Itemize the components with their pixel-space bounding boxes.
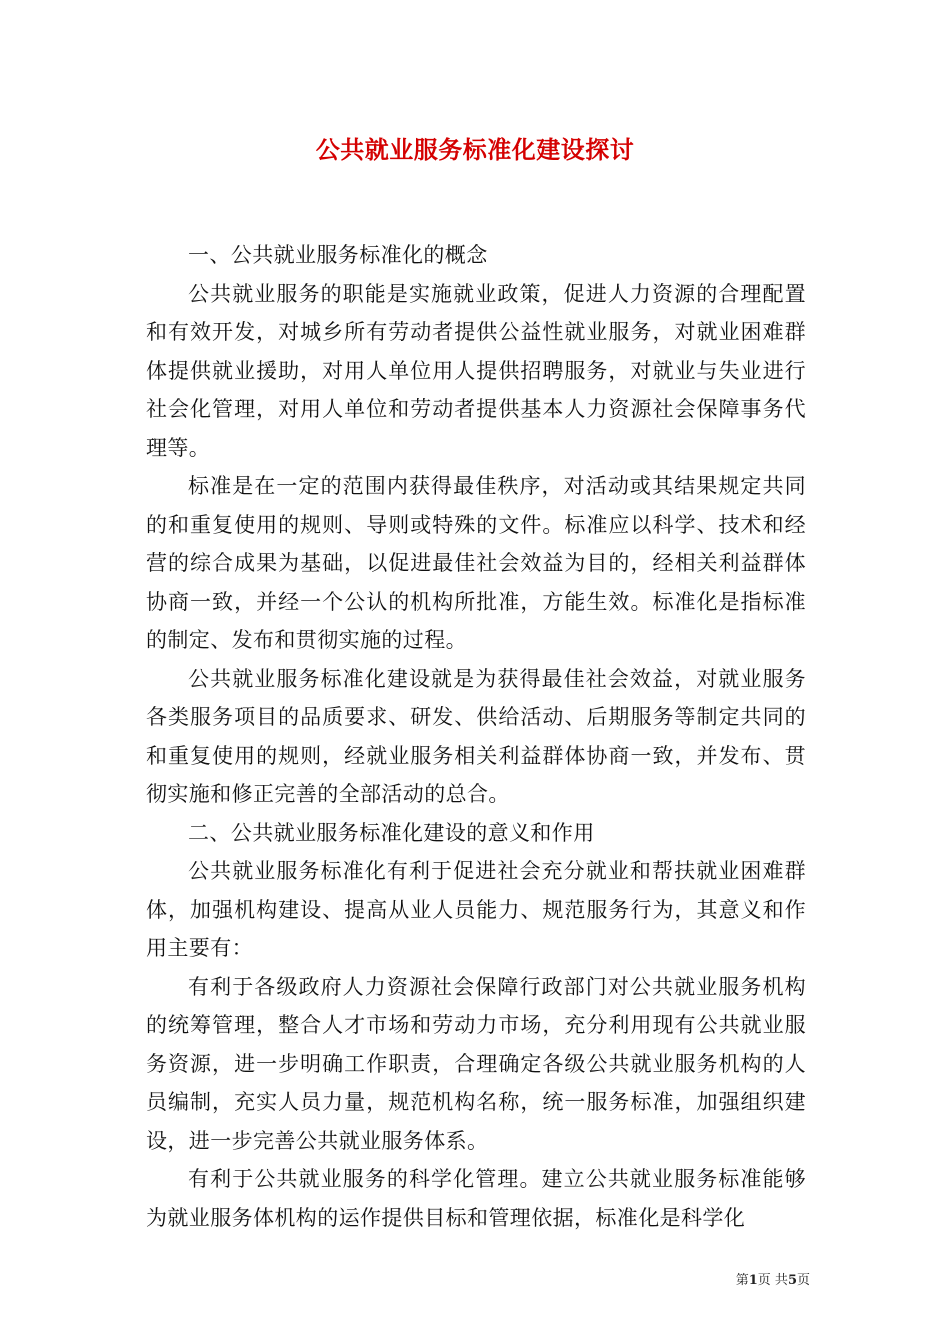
paragraph-3: 公共就业服务标准化建设就是为获得最佳社会效益，对就业服务各类服务项目的品质要求、研发、供给活动、后期服务等制定共同的和重复使用的规则，经就业服务相关利益群体协商一致，并发布、贯彻实施和修正完善的全部活动的总合。	[146, 666, 806, 806]
section-heading-1: 一、公共就业服务标准化的概念	[188, 243, 488, 267]
footer-total-pages: 5	[787, 1273, 797, 1288]
footer-suffix: 页	[796, 1273, 810, 1288]
page-number-footer	[706, 1272, 810, 1290]
document-body	[146, 236, 806, 1237]
paragraph-5: 有利于各级政府人力资源社会保障行政部门对公共就业服务机构的统筹管理，整合人才市场和劳动力市场，充分利用现有公共就业服务资源，进一步明确工作职责，合理确定各级公共就业服务机构的人员编制，充实人员力量，规范机构名称，统一服务标准，加强组织建设，进一步完善公共就业服务体系。	[146, 974, 806, 1153]
document-title: 公共就业服务标准化建设探讨	[315, 136, 635, 164]
paragraph-4: 公共就业服务标准化有利于促进社会充分就业和帮扶就业困难群体，加强机构建设、提高从业人员能力、规范服务行为，其意义和作用主要有：	[146, 859, 806, 960]
footer-current-page: 1	[748, 1273, 758, 1288]
paragraph-1: 公共就业服务的职能是实施就业政策，促进人力资源的合理配置和有效开发，对城乡所有劳动者提供公益性就业服务，对就业困难群体提供就业援助，对用人单位用人提供招聘服务，对就业与失业进行社会化管理，对用人单位和劳动者提供基本人力资源社会保障事务代理等。	[146, 281, 806, 460]
section-heading-2: 二、公共就业服务标准化建设的意义和作用	[188, 820, 595, 845]
footer-prefix: 第	[735, 1273, 749, 1288]
footer-middle: 页 共	[757, 1273, 788, 1288]
paragraph-6: 有利于公共就业服务的科学化管理。建立公共就业服务标准能够为就业服务体机构的运作提供目标和管理依据，标准化是科学化	[146, 1167, 806, 1230]
paragraph-2: 标准是在一定的范围内获得最佳秩序，对活动或其结果规定共同的和重复使用的规则、导则或特殊的文件。标准应以科学、技术和经营的综合成果为基础，以促进最佳社会效益为目的，经相关利益群体协商一致，并经一个公认的机构所批准，方能生效。标准化是指标准的制定、发布和贯彻实施的过程。	[146, 474, 806, 652]
